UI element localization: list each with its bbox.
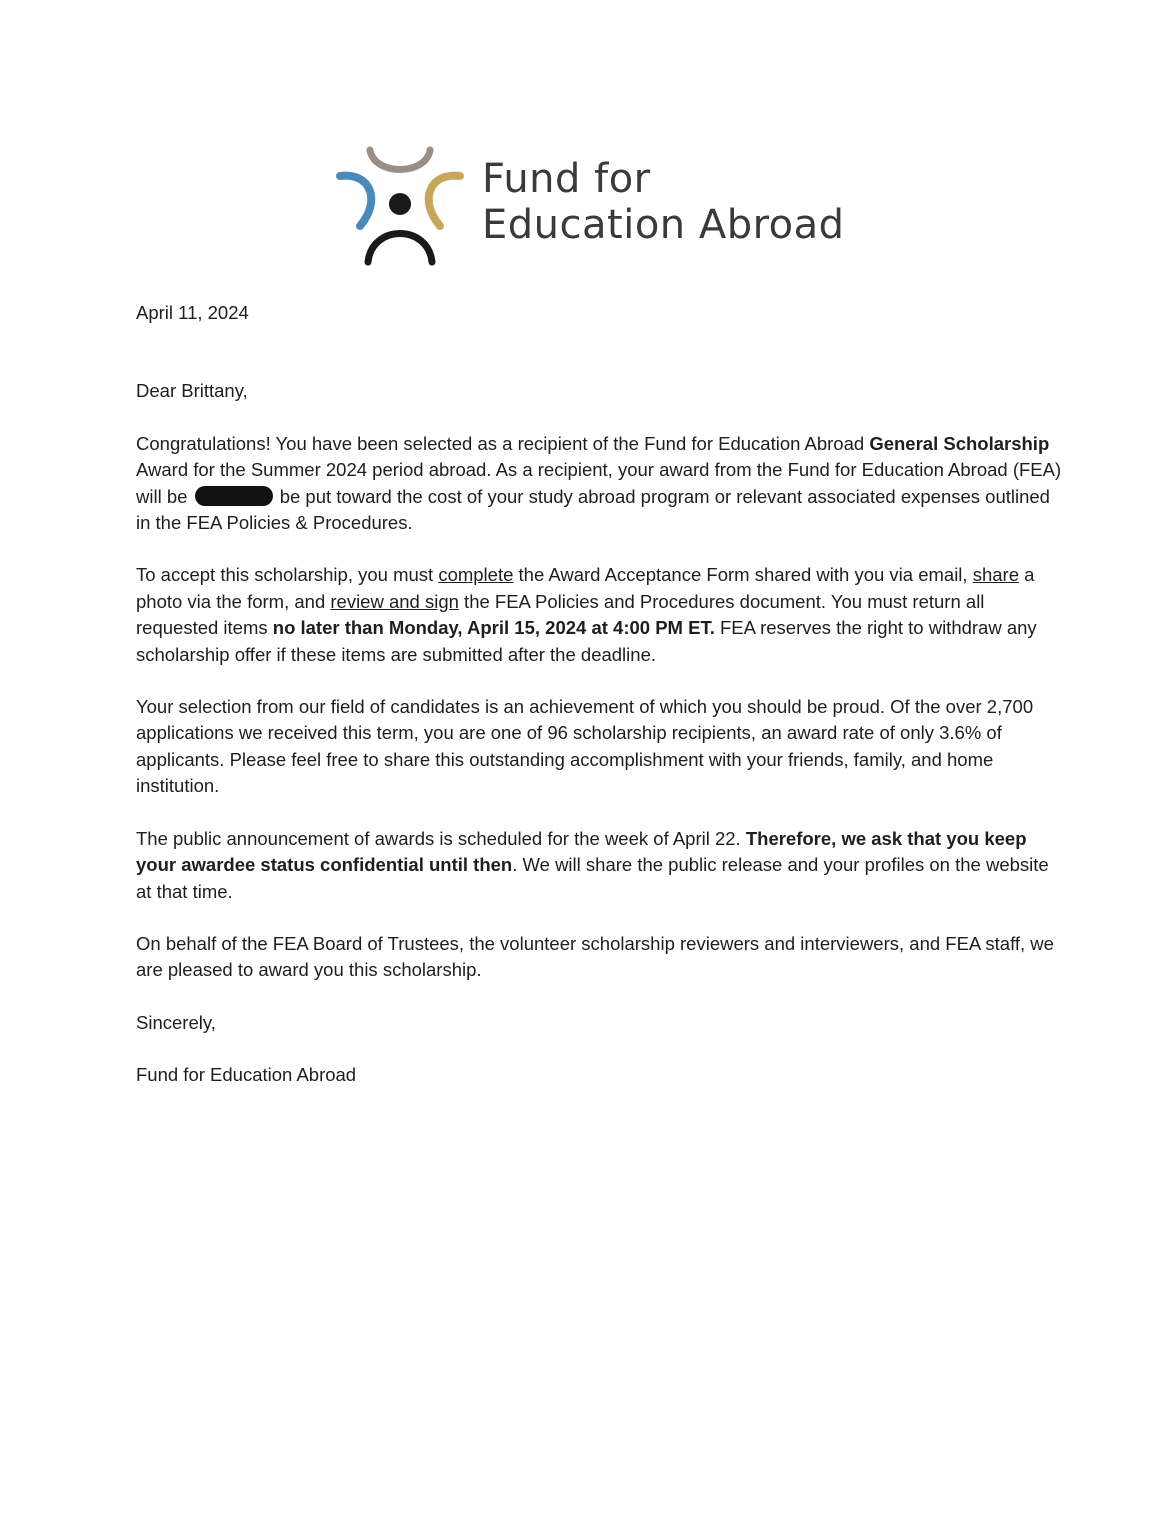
redacted-amount <box>195 486 273 506</box>
paragraph-announcement <box>136 826 1066 905</box>
org-name-line-1: Fund for <box>482 156 651 202</box>
p1-text-a: Congratulations! You have been selected as a recipient of the Fund for Education Abroad <box>136 432 870 454</box>
logo-bottom-arc <box>368 234 432 263</box>
closing: Sincerely, <box>136 1011 216 1033</box>
p2-text-a: To accept this scholarship, you must <box>136 564 439 586</box>
p2-complete: complete <box>438 564 514 586</box>
p1-text-d: be put toward the cost of your study abroad program or relevant associated expenses outlined in the FEA Policies & Procedures. <box>136 485 1050 534</box>
p2-text-c: the Award Acceptance Form shared with you via email, <box>513 564 973 586</box>
letterhead <box>330 138 890 268</box>
paragraph-award <box>136 431 1066 537</box>
paragraph-selection: Your selection from our field of candidates is an achievement of which you should be proud. Of the over 2,700 applications we received this term, you are one of 96 scholarship recipients, an award rate of only 3.6% of applicants. Please feel free to share this outstanding accomplishment with your friends, family, and home institution. <box>136 696 1034 797</box>
p2-review-and-sign: review and sign <box>330 590 459 612</box>
signature: Fund for Education Abroad <box>136 1064 357 1086</box>
p2-text-e: a photo via the form, and <box>136 564 1035 612</box>
p1-scholarship-name: General Scholarship <box>869 432 1050 454</box>
logo-left-arc <box>340 176 371 226</box>
logo-right-arc <box>429 176 460 226</box>
org-name-line-2: Education Abroad <box>482 202 845 248</box>
fea-logo-icon <box>330 138 470 268</box>
paragraph-acceptance <box>136 562 1066 668</box>
logo-top-arc <box>370 150 430 170</box>
p4-text-a: The public announcement of awards is scheduled for the week of April 22. <box>136 827 746 849</box>
p2-text-g: the FEA Policies and Procedures document. You must return all requested items <box>136 590 985 639</box>
letter-date: April 11, 2024 <box>136 302 249 323</box>
p4-text-c: . We will share the public release and your profiles on the website at that time. <box>136 854 1049 902</box>
p2-text-i: FEA reserves the right to withdraw any scholarship offer if these items are submitted after the deadline. <box>136 617 1037 665</box>
p4-confidential: Therefore, we ask that you keep your awardee status confidential until then <box>136 827 1027 876</box>
letter-body <box>136 300 1066 1089</box>
salutation: Dear Brittany, <box>136 380 248 402</box>
p2-share: share <box>972 564 1019 586</box>
p2-deadline: no later than Monday, April 15, 2024 at 4:00 PM ET. <box>272 617 715 639</box>
p1-text-c: Award for the Summer 2024 period abroad. As a recipient, your award from the Fund for Education Abroad (FEA) will be <box>136 459 1062 507</box>
org-name <box>482 156 845 248</box>
paragraph-behalf: On behalf of the FEA Board of Trustees, the volunteer scholarship reviewers and interviewers, and FEA staff, we are pleased to award you this scholarship. <box>136 932 1054 981</box>
logo-head <box>389 193 411 215</box>
